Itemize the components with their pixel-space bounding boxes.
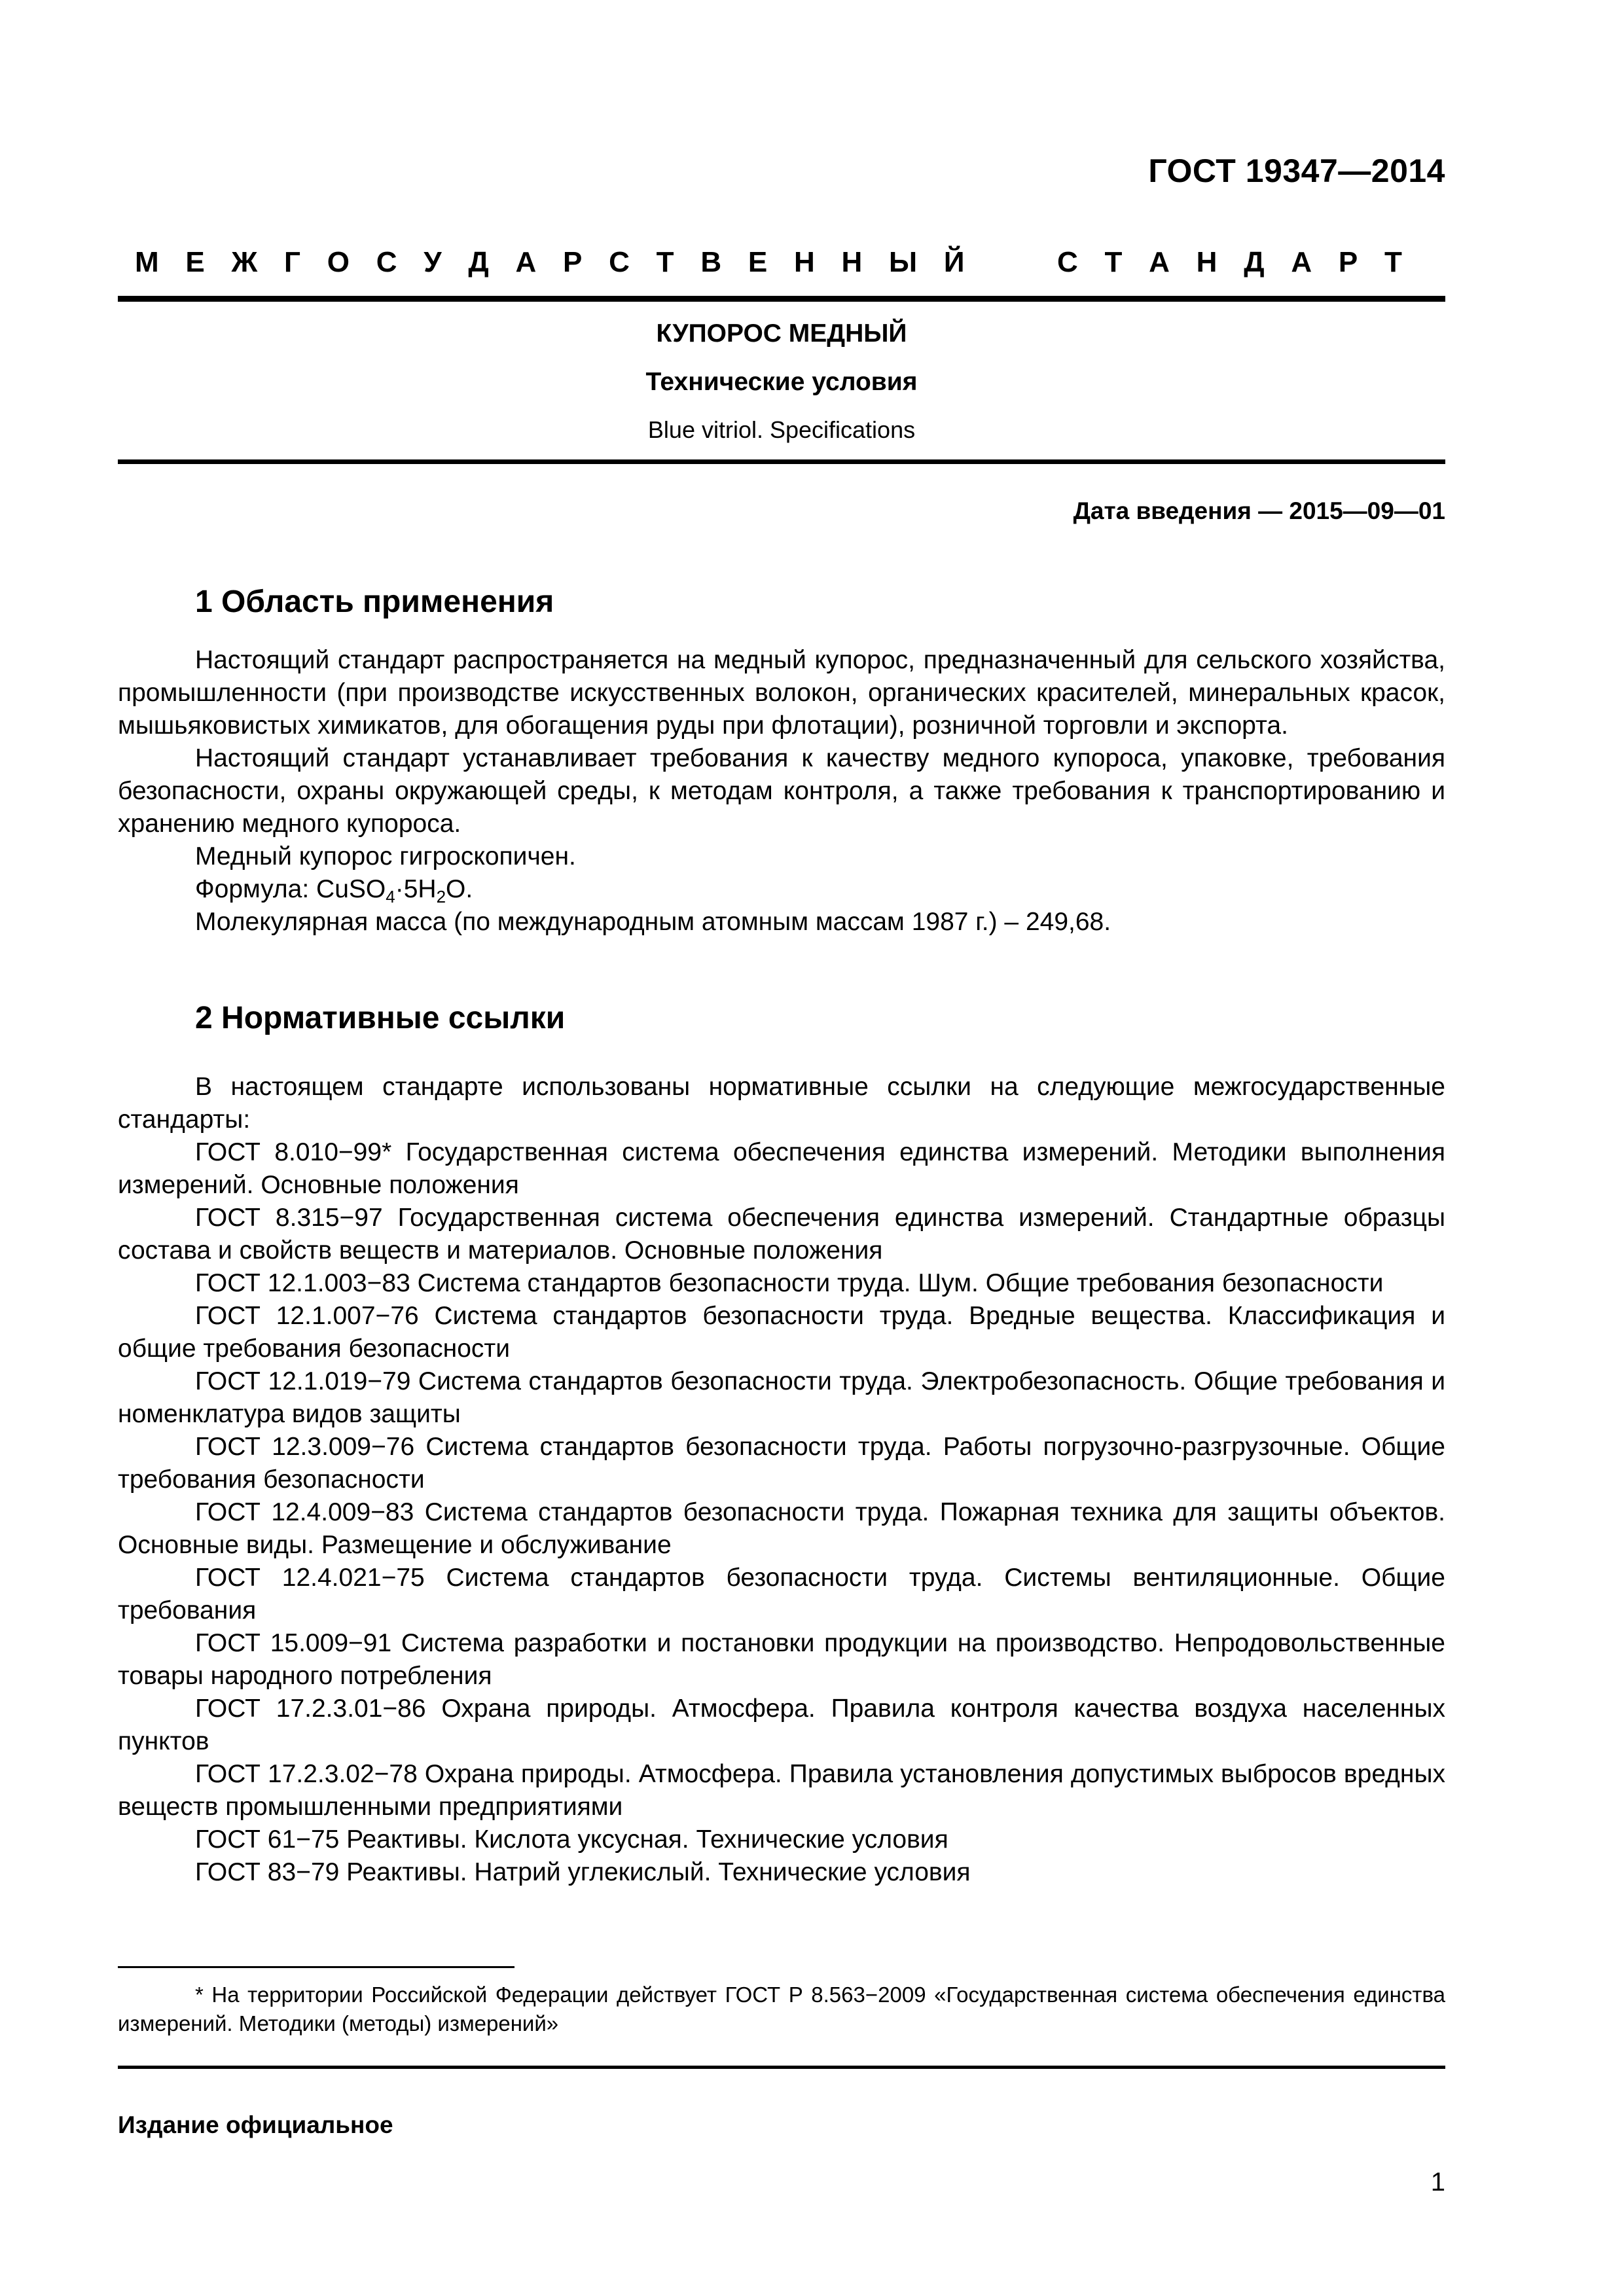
reference-item: ГОСТ 83−79 Реактивы. Натрий углекислый. Технические условия — [195, 1858, 971, 1886]
paragraph: Медный купорос гигроскопичен. — [195, 842, 576, 870]
reference-item: ГОСТ 12.1.007−76 Система стандартов безопасности труда. Вредные вещества. Классификация и общие требования безопасности — [118, 1302, 1445, 1363]
reference-item: ГОСТ 12.4.009−83 Система стандартов безопасности труда. Пожарная техника для защиты объектов. Основные виды. Размещение и обслуживание — [118, 1498, 1445, 1559]
banner-letter: А — [1291, 246, 1312, 278]
reference-item: ГОСТ 17.2.3.01−86 Охрана природы. Атмосфера. Правила контроля качества воздуха населенных пунктов — [118, 1695, 1445, 1755]
footnote-separator — [118, 1966, 514, 1968]
footer-rule — [118, 2066, 1445, 2069]
banner-letter: Т — [1384, 246, 1402, 278]
formula-text: ·5H — [395, 875, 437, 903]
section-heading-references: 2 Нормативные ссылки — [195, 1001, 566, 1035]
formula-line — [118, 873, 1445, 906]
paragraph: Настоящий стандарт устанавливает требования к качеству медного купороса, упаковке, требования безопасности, охраны окружающей среды, к методам контроля, а также требования к транспортированию и хранению медного купороса. — [118, 744, 1445, 838]
banner-letter: Р — [563, 246, 583, 278]
standard-subtitle: Технические условия — [645, 368, 918, 396]
banner-letter: Е — [185, 246, 205, 278]
banner-letter: У — [424, 246, 442, 278]
reference-item: ГОСТ 61−75 Реактивы. Кислота уксусная. Технические условия — [195, 1825, 948, 1854]
interstate-standard-banner — [135, 243, 1402, 281]
formula-text: O. — [446, 875, 473, 903]
banner-letter: Г — [284, 246, 300, 278]
banner-letter: О — [327, 246, 350, 278]
banner-letter: Р — [1338, 246, 1358, 278]
paragraph: Настоящий стандарт распространяется на медный купорос, предназначенный для сельского хозяйства, промышленности (при производстве искусственных волокон, органических красителей, минеральных красок, мышьяковистых химикатов, для обогащения руды при флотации), розничной торговли и экспорта. — [118, 646, 1445, 740]
footnote-text: * На территории Российской Федерации действует ГОСТ Р 8.563−2009 «Государственная система обеспечения единства измерений. Методики (методы) измерений» — [118, 1982, 1445, 2036]
paragraph: В настоящем стандарте использованы нормативные ссылки на следующие межгосударственные стандарты: — [118, 1073, 1445, 1134]
edition-label: Издание официальное — [118, 2111, 393, 2138]
reference-item: ГОСТ 12.1.003−83 Система стандартов безопасности труда. Шум. Общие требования безопасности — [195, 1269, 1384, 1297]
banner-letter: Н — [793, 246, 815, 278]
banner-letter: С — [609, 246, 630, 278]
footnote — [118, 1981, 1445, 2038]
banner-letter: Ж — [231, 246, 258, 278]
formula-subscript: 4 — [386, 887, 395, 906]
banner-letter: М — [135, 246, 159, 278]
banner-letter: А — [515, 246, 537, 278]
document-page — [118, 0, 1445, 2296]
reference-item: ГОСТ 8.010−99* Государственная система обеспечения единства измерений. Методики выполнения измерений. Основные положения — [118, 1138, 1445, 1199]
section-scope-body — [118, 644, 1445, 939]
banner-letter: В — [700, 246, 722, 278]
banner-letter: Е — [748, 246, 768, 278]
banner-letter: Ы — [889, 246, 918, 278]
header-rule — [118, 296, 1445, 302]
reference-item: ГОСТ 12.1.019−79 Система стандартов безопасности труда. Электробезопасность. Общие требования и номенклатура видов защиты — [118, 1367, 1445, 1428]
standard-title: КУПОРОС МЕДНЫЙ — [656, 319, 907, 348]
title-rule — [118, 459, 1445, 464]
page-number: 1 — [1430, 2168, 1445, 2197]
reference-item: ГОСТ 15.009−91 Система разработки и постановки продукции на производство. Непродовольственные товары народного потребления — [118, 1629, 1445, 1690]
reference-item: ГОСТ 8.315−97 Государственная система обеспечения единства измерений. Стандартные образцы состава и свойств веществ и материалов. Основные положения — [118, 1204, 1445, 1265]
banner-letter: Н — [841, 246, 863, 278]
standard-title-english: Blue vitriol. Specifications — [647, 416, 916, 443]
banner-letter: Т — [656, 246, 674, 278]
banner-letter: А — [1149, 246, 1170, 278]
banner-letter: Й — [943, 246, 965, 278]
reference-item: ГОСТ 17.2.3.02−78 Охрана природы. Атмосфера. Правила установления допустимых выбросов вредных веществ промышленными предприятиями — [118, 1760, 1445, 1821]
banner-letter: Н — [1196, 246, 1218, 278]
banner-letter: С — [376, 246, 397, 278]
section-references-body — [118, 1071, 1445, 1889]
banner-letter: Д — [468, 246, 489, 278]
reference-item: ГОСТ 12.3.009−76 Система стандартов безопасности труда. Работы погрузочно-разгрузочные. Общие требования безопасности — [118, 1433, 1445, 1494]
reference-item: ГОСТ 12.4.021−75 Система стандартов безопасности труда. Системы вентиляционные. Общие требования — [118, 1564, 1445, 1624]
section-heading-scope: 1 Область применения — [195, 584, 554, 619]
banner-letter: Д — [1244, 246, 1265, 278]
banner-letter: С — [1056, 246, 1078, 278]
formula-subscript: 2 — [436, 887, 446, 906]
introduction-date: Дата введения — 2015—09—01 — [1073, 497, 1445, 524]
document-code: ГОСТ 19347—2014 — [1148, 152, 1445, 189]
paragraph: Молекулярная масса (по международным атомным массам 1987 г.) – 249,68. — [195, 908, 1111, 936]
formula-text: Формула: CuSO — [195, 875, 386, 903]
banner-letter: Т — [1104, 246, 1123, 278]
